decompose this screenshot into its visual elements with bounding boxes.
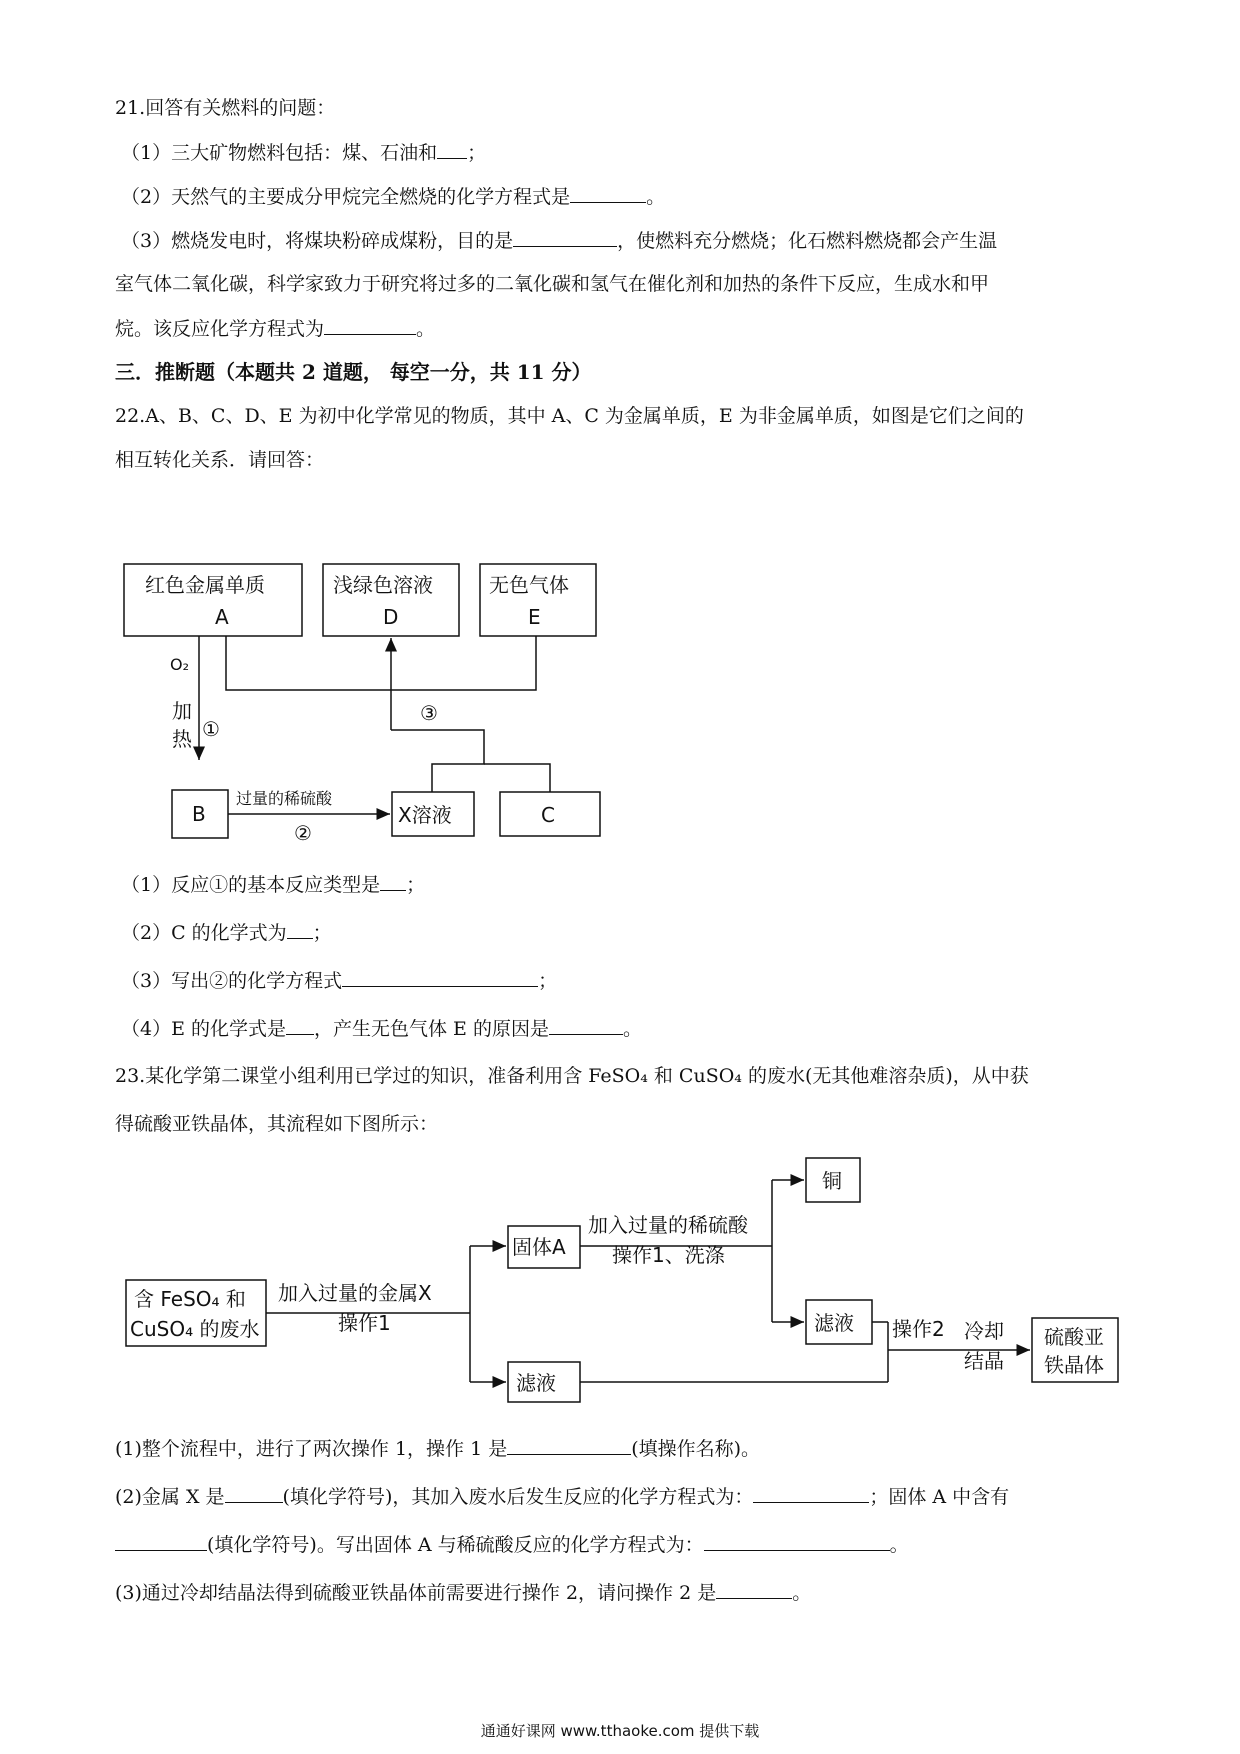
q22-sub2: （2）C 的化学式为 ； <box>121 922 332 944</box>
q22-intro-line1: 22.A、B、C、D、E 为初中化学常见的物质，其中 A、C 为金属单质，E 为非金属单质，如图是它们之间的 <box>115 405 1024 427</box>
q23-sub2-line1: (2)金属 X 是 (填化学符号)，其加入废水后发生反应的化学方程式为： ；固体 A 中含有 <box>115 1486 1010 1508</box>
box-c-label: C <box>541 803 555 827</box>
op1-wash-label: 操作1、洗涤 <box>612 1243 725 1267</box>
box-a-name: 红色金属单质 <box>145 573 265 597</box>
box-d-letter: D <box>383 605 399 629</box>
box-b-label: B <box>192 802 206 826</box>
box-a-letter: A <box>215 605 229 629</box>
answer-blank <box>716 1580 792 1599</box>
q21-part1: （1）三大矿物燃料包括：煤、石油和 ； <box>121 142 487 164</box>
box-e-name: 无色气体 <box>489 573 569 597</box>
q23-sub3: (3)通过冷却结晶法得到硫酸亚铁晶体前需要进行操作 2，请问操作 2 是 。 <box>115 1582 812 1604</box>
section-title: 三．推断题（本题共 2 道题， 每空一分，共 11 分） <box>115 360 592 384</box>
op2-label: 操作2 <box>892 1317 945 1341</box>
answer-blank <box>507 1436 631 1455</box>
q22-intro-line2: 相互转化关系．请回答： <box>115 449 325 471</box>
solid-a-label: 固体A <box>512 1235 566 1259</box>
add-metal-label: 加入过量的金属X <box>278 1281 432 1305</box>
heat-label-2: 热 <box>172 727 192 751</box>
box-x-label: X溶液 <box>398 803 452 827</box>
cool-label-1: 冷却 <box>964 1319 1004 1343</box>
waste-label-2: CuSO₄ 的废水 <box>130 1317 260 1341</box>
q22-sub1: （1）反应①的基本反应类型是 ； <box>121 874 426 896</box>
q23-sub1: (1)整个流程中，进行了两次操作 1，操作 1 是 (填操作名称)。 <box>115 1438 761 1460</box>
crystal-label-2: 铁晶体 <box>1044 1353 1104 1377</box>
q21-title: 21.回答有关燃料的问题： <box>115 97 336 119</box>
heat-label-1: 加 <box>172 699 192 723</box>
box-e-letter: E <box>528 605 541 629</box>
answer-blank <box>115 1532 207 1551</box>
q23-sub2-line2: (填化学符号)。写出固体 A 与稀硫酸反应的化学方程式为： 。 <box>115 1532 909 1557</box>
q21-part2: （2）天然气的主要成分甲烷完全燃烧的化学方程式是 。 <box>121 186 666 208</box>
filtrate-upper-label: 滤液 <box>814 1311 854 1335</box>
add-acid-label: 加入过量的稀硫酸 <box>588 1213 748 1237</box>
circle-3: ③ <box>420 701 438 725</box>
crystal-label-1: 硫酸亚 <box>1044 1325 1104 1349</box>
waste-label-1: 含 FeSO₄ 和 <box>134 1287 246 1311</box>
answer-blank <box>753 1484 869 1503</box>
q23-intro-line2: 得硫酸亚铁晶体，其流程如下图所示： <box>115 1113 439 1135</box>
acid-label: 过量的稀硫酸 <box>236 789 333 808</box>
cool-label-2: 结晶 <box>964 1349 1004 1373</box>
q22-sub4: （4）E 的化学式是 ，产生无色气体 E 的原因是 。 <box>121 1018 642 1040</box>
filtrate-lower-label: 滤液 <box>516 1371 556 1395</box>
circle-2: ② <box>294 821 312 845</box>
page-footer: 通通好课网 www.tthaoke.com 提供下载 <box>480 1722 760 1740</box>
q23-intro-line1: 23.某化学第二课堂小组利用已学过的知识，准备利用含 FeSO₄ 和 CuSO₄ 的废水(无其他难溶杂质)，从中获 <box>115 1065 1029 1087</box>
q21-part3-line2: 室气体二氧化碳，科学家致力于研究将过多的二氧化碳和氢气在催化剂和加热的条件下反应，生成水和甲 <box>115 273 990 295</box>
box-d-name: 浅绿色溶液 <box>333 573 433 597</box>
q21-part3-line3: 烷。该反应化学方程式为 。 <box>115 318 436 340</box>
answer-blank <box>225 1484 283 1503</box>
o2-label: O₂ <box>170 655 190 674</box>
copper-label: 铜 <box>822 1169 842 1193</box>
circle-1: ① <box>202 717 220 741</box>
answer-blank <box>704 1532 890 1551</box>
q21-part3-line1: （3）燃烧发电时，将煤块粉碎成煤粉，目的是 ，使燃料充分燃烧；化石燃料燃烧都会产生温 <box>121 230 998 252</box>
q22-sub3: （3）写出②的化学方程式 ； <box>121 970 558 992</box>
op1-label: 操作1 <box>338 1311 391 1335</box>
